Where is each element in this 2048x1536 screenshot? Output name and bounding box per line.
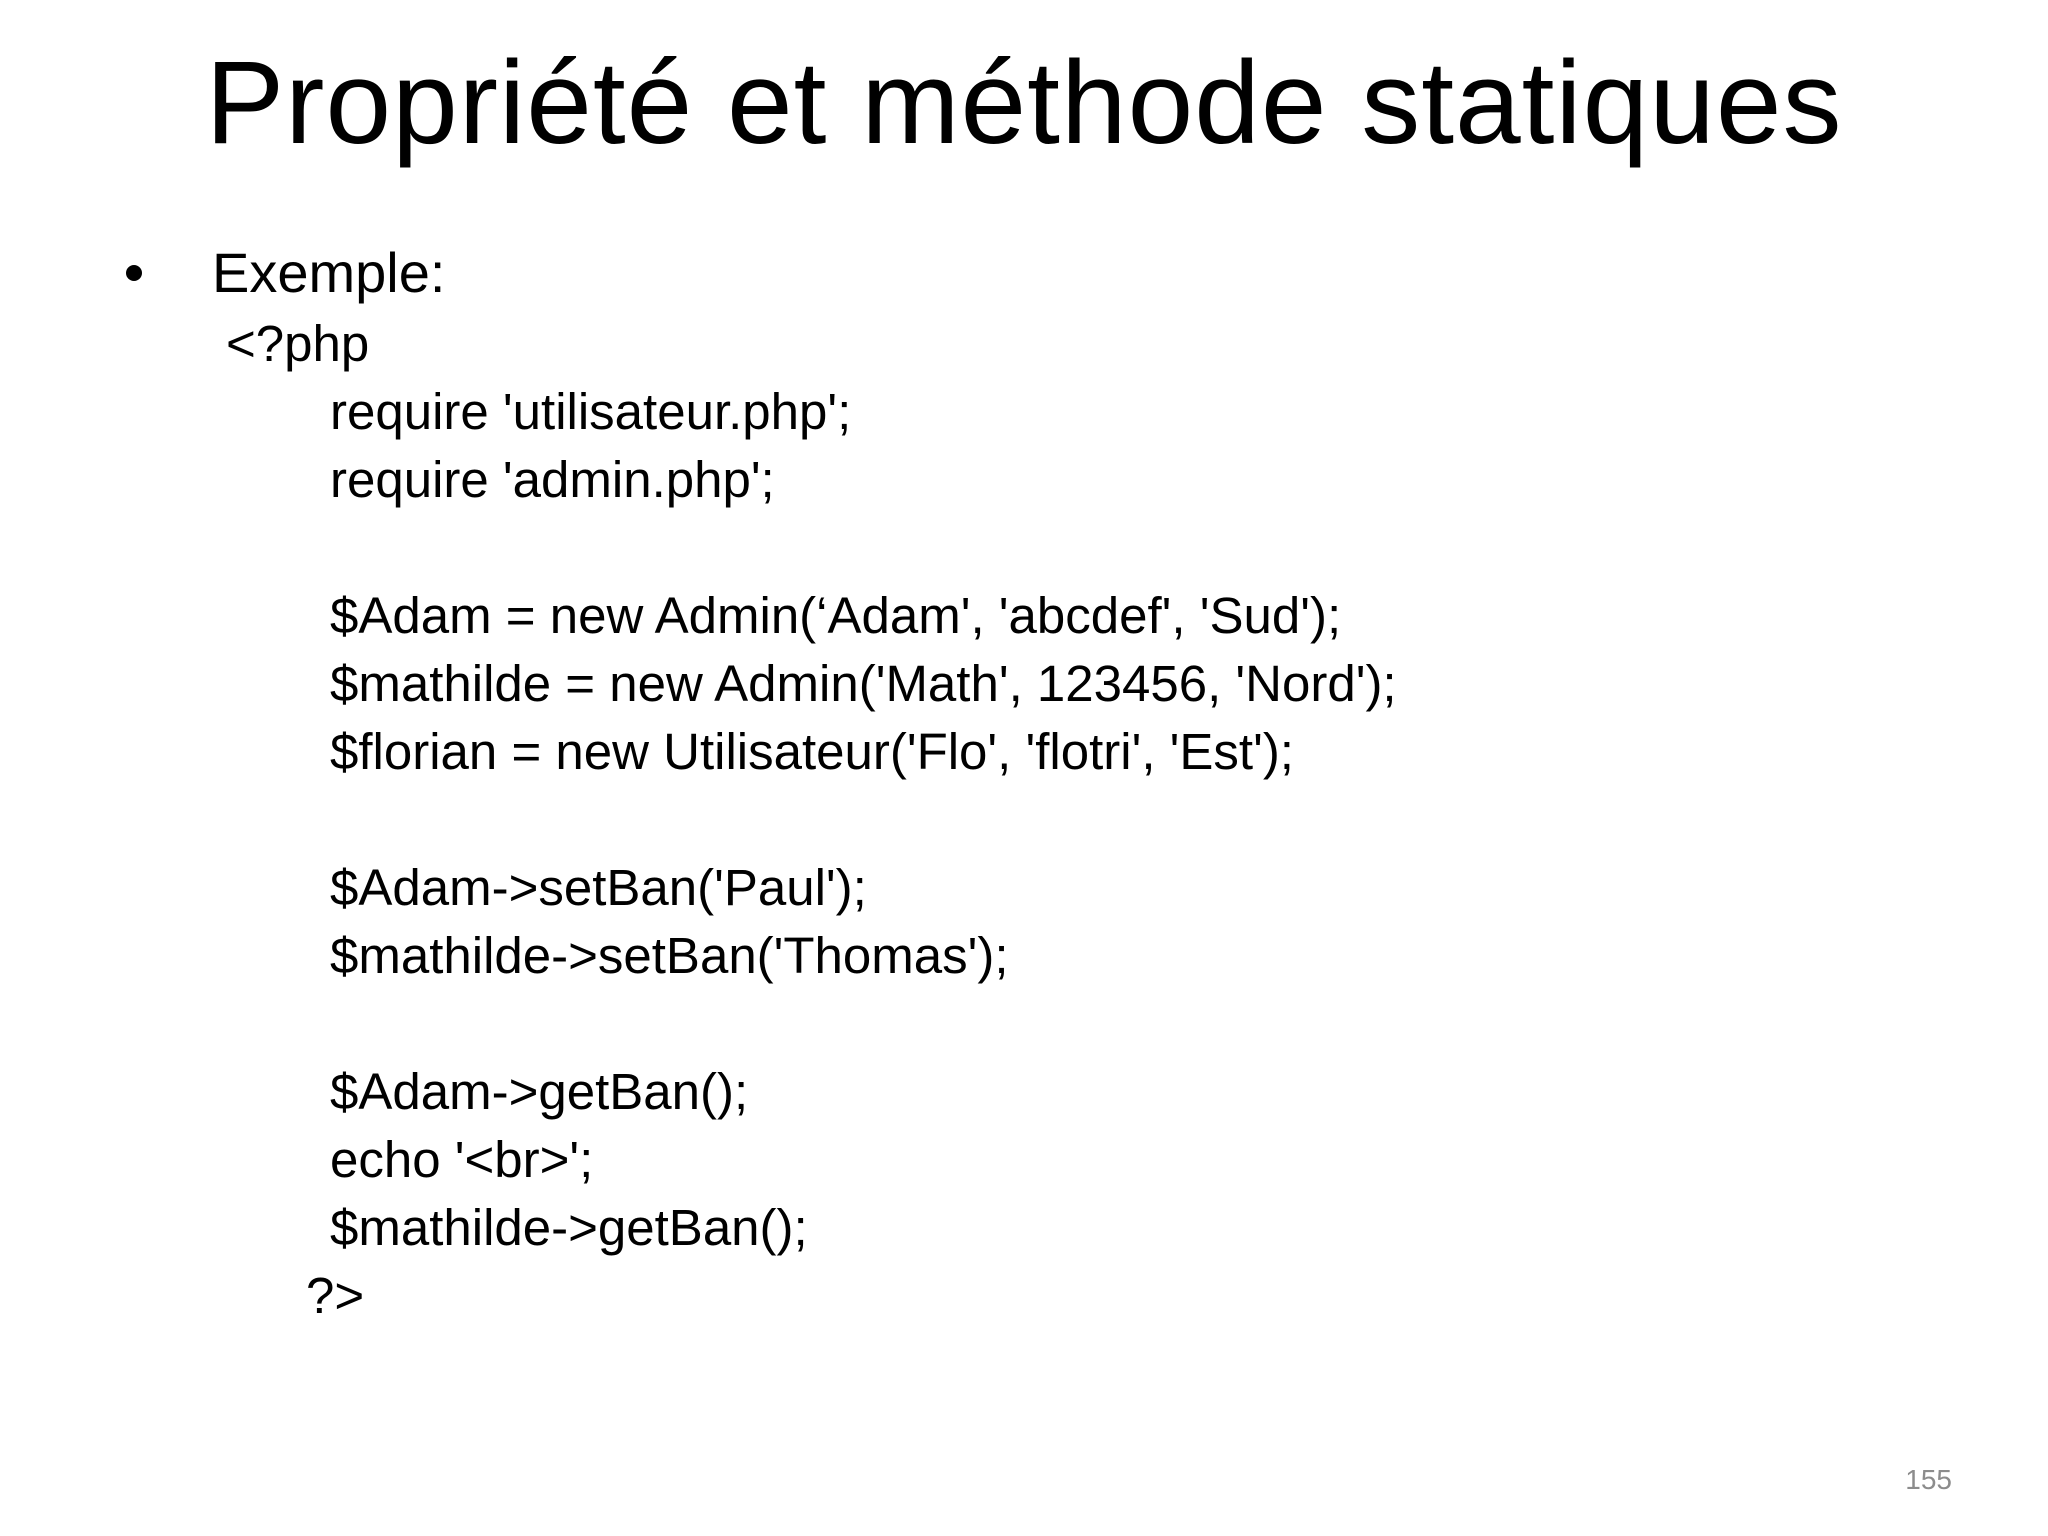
code-line: echo '<br>'; xyxy=(330,1131,594,1188)
code-line: require 'admin.php'; xyxy=(330,451,775,508)
code-line: $mathilde->setBan('Thomas'); xyxy=(330,927,1009,984)
bullet-label: Exemple: xyxy=(212,241,446,304)
code-line: $Adam = new Admin(‘Adam', 'abcdef', 'Sud'); xyxy=(330,587,1342,644)
bullet-item xyxy=(118,238,445,308)
code-line: $Adam->setBan('Paul'); xyxy=(330,859,867,916)
code-line: require 'utilisateur.php'; xyxy=(330,383,852,440)
bullet-dot-icon xyxy=(126,265,142,281)
slide-title: Propriété et méthode statiques xyxy=(205,37,1843,169)
code-line: $Adam->getBan(); xyxy=(330,1063,749,1120)
code-line: $mathilde->getBan(); xyxy=(330,1199,808,1256)
code-line: $florian = new Utilisateur('Flo', 'flotri', 'Est'); xyxy=(330,723,1294,780)
code-line: <?php xyxy=(226,315,370,372)
page-number: 155 xyxy=(1905,1464,1952,1495)
code-line: ?> xyxy=(306,1267,365,1324)
code-line: $mathilde = new Admin('Math', 123456, 'Nord'); xyxy=(330,655,1397,712)
